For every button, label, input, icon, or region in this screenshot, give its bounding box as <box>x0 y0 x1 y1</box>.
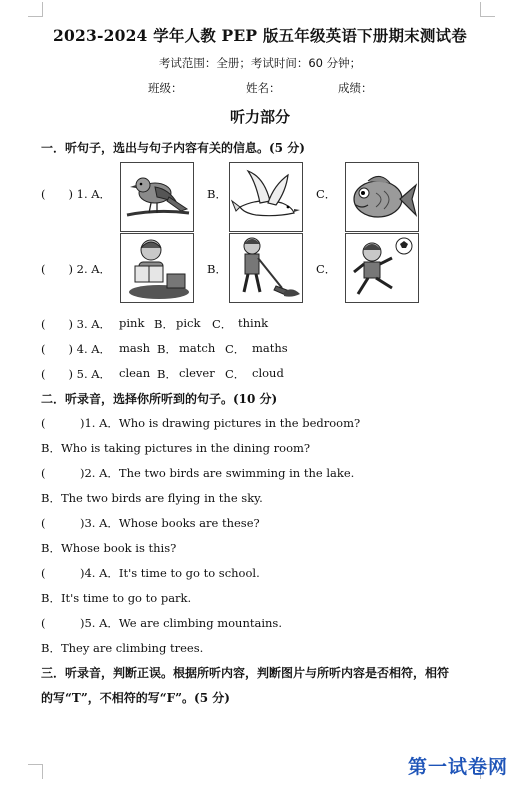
exam-info: 考试范围：全册；考试时间：60 分钟； <box>158 56 362 70</box>
q2-option-b-label: B． <box>207 262 227 276</box>
q3-option-b-label: B． <box>154 317 174 331</box>
s2-line: B．Who is taking pictures in the dining room? <box>41 441 311 455</box>
q3-option-a: pink <box>119 316 145 330</box>
q5-option-c-label: C． <box>225 367 246 381</box>
q5-option-c: cloud <box>252 366 284 380</box>
q1-option-c-label: C． <box>316 187 337 201</box>
q4-option-c-label: C． <box>225 342 246 356</box>
section3-heading-line2: 的写“T”，不相符的写“F”。(5 分) <box>41 691 230 705</box>
fish-icon <box>345 162 419 232</box>
watermark-logo: 第一试卷网 <box>408 756 509 778</box>
q2-prefix: ( ) 2. A． <box>41 262 112 276</box>
q4-option-a: mash <box>119 341 151 355</box>
s2-line: B．They are climbing trees. <box>41 641 204 655</box>
s2-line: B．The two birds are flying in the sky. <box>41 491 263 505</box>
section1-heading: 一．听句子，选出与句子内容有关的信息。(5 分) <box>41 141 305 155</box>
score-label: 成绩： <box>338 81 373 95</box>
class-label: 班级： <box>148 81 183 95</box>
s2-line: ( )2. A．The two birds are swimming in the lake. <box>41 466 355 480</box>
bird-flying-icon <box>229 162 303 232</box>
bird-perched-icon <box>120 162 194 232</box>
q3-option-b: pick <box>176 316 201 330</box>
s2-line: ( )3. A．Whose books are these? <box>41 516 260 530</box>
section3-heading-line1: 三．听录音，判断正误。根据所听内容，判断图片与所听内容是否相符，相符 <box>41 666 450 680</box>
q4-option-b-label: B． <box>157 342 177 356</box>
q1-prefix: ( ) 1. A． <box>41 187 112 201</box>
q1-option-b-label: B． <box>207 187 227 201</box>
q4-option-b: match <box>179 341 216 355</box>
exam-title: 2023-2024 学年人教 PEP 版五年级英语下册期末测试卷 <box>53 26 467 45</box>
q5-prefix: ( ) 5. A． <box>41 367 112 381</box>
boy-reading-icon <box>120 233 194 303</box>
s2-line: ( )4. A．It's time to go to school. <box>41 566 260 580</box>
boy-football-icon <box>345 233 419 303</box>
q5-option-b: clever <box>179 366 215 380</box>
q4-option-c: maths <box>252 341 288 355</box>
q2-option-c-label: C． <box>316 262 337 276</box>
q3-option-c-label: C． <box>212 317 233 331</box>
s2-line: B．It's time to go to park. <box>41 591 192 605</box>
s2-line: B．Whose book is this? <box>41 541 177 555</box>
s2-line: ( )1. A．Who is drawing pictures in the bedroom? <box>41 416 361 430</box>
q5-option-a: clean <box>119 366 151 380</box>
crop-mark-top-right <box>480 2 495 17</box>
crop-mark-top-left <box>28 2 43 17</box>
q4-prefix: ( ) 4. A． <box>41 342 112 356</box>
boy-sweeping-icon <box>229 233 303 303</box>
q5-option-b-label: B． <box>157 367 177 381</box>
s2-line: ( )5. A．We are climbing mountains. <box>41 616 282 630</box>
q3-prefix: ( ) 3. A． <box>41 317 112 331</box>
name-label: 姓名： <box>246 81 281 95</box>
q3-option-c: think <box>238 316 269 330</box>
crop-mark-bottom-left <box>28 764 43 779</box>
section2-heading: 二．听录音，选择你所听到的句子。(10 分) <box>41 392 278 406</box>
part-title: 听力部分 <box>229 108 290 126</box>
